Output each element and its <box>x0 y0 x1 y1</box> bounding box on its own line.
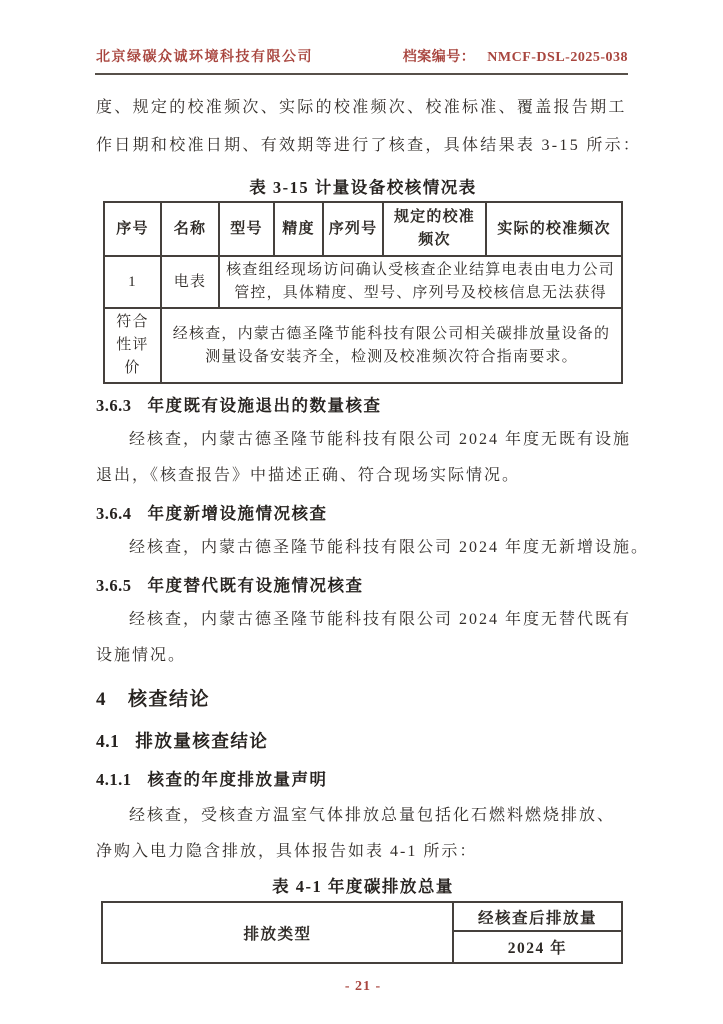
column-header-model: 型号 <box>219 202 274 256</box>
table-3-15 <box>103 201 623 384</box>
section-4-1-1-body <box>96 798 630 870</box>
header-divider-line <box>95 73 628 75</box>
verified-emission-header-cell: 经核查后排放量 <box>453 902 622 931</box>
header-company-name: 北京绿碳众诚环境科技有限公司 <box>96 50 313 65</box>
table-3-15-header-row <box>104 202 622 256</box>
section-number: 3.6.5 <box>96 576 132 595</box>
section-heading-4-1 <box>96 728 630 754</box>
device-seq-cell: 1 <box>104 256 161 308</box>
intro-paragraph <box>96 89 642 165</box>
section-title: 年度新增设施情况核查 <box>147 504 328 523</box>
archive-number-block <box>403 48 628 68</box>
conformity-label-cell: 符合性评价 <box>104 308 161 383</box>
section-number: 4.1 <box>96 731 120 751</box>
body-line: 经核查，内蒙古德圣隆节能科技有限公司 2024 年度无替代既有 <box>129 611 632 628</box>
section-heading-3-6-4 <box>96 502 630 526</box>
section-heading-4 <box>96 686 630 714</box>
archive-number-label: 档案编号： <box>402 50 476 65</box>
section-heading-3-6-3 <box>96 394 630 418</box>
column-header-precision: 精度 <box>274 202 323 256</box>
archive-number-value: NMCF-DSL-2025-038 <box>487 50 628 65</box>
emission-type-header-cell: 排放类型 <box>102 902 453 963</box>
table-4-1-title: 表 4-1 年度碳排放总量 <box>272 877 454 896</box>
column-header-serial: 序列号 <box>323 202 383 256</box>
column-header-actual-frequency: 实际的校准频次 <box>486 202 622 256</box>
body-line: 净购入电力隐含排放，具体报告如表 4-1 所示： <box>96 843 478 860</box>
device-name-cell: 电表 <box>161 256 219 308</box>
section-number: 3.6.4 <box>96 504 132 523</box>
body-line: 经核查，受核查方温室气体排放总量包括化石燃料燃烧排放、 <box>129 807 616 824</box>
section-3-6-5-body <box>96 602 630 674</box>
section-title: 排放量核查结论 <box>135 731 269 751</box>
body-line: 经核查，内蒙古德圣隆节能科技有限公司 2024 年度无新增设施。 <box>129 539 650 556</box>
body-line: 退出，《核查报告》中描述正确、符合现场实际情况。 <box>96 467 521 484</box>
section-heading-3-6-5 <box>96 574 630 598</box>
conformity-note-cell: 经核查，内蒙古德圣隆节能科技有限公司相关碳排放量设备的测量设备安装齐全，检测及校准频次符合指南要求。 <box>161 308 622 383</box>
page-content <box>96 89 650 996</box>
body-line: 经核查，内蒙古德圣隆节能科技有限公司 2024 年度无既有设施 <box>129 431 632 448</box>
body-line: 设施情况。 <box>96 647 187 664</box>
page-number: - 21 - <box>344 979 382 994</box>
section-number: 3.6.3 <box>96 396 132 415</box>
section-number: 4 <box>96 689 106 710</box>
table-4-1-row-top <box>102 902 622 931</box>
intro-line-2: 作日期和校准日期、有效期等进行了核查，具体结果表 3-15 所示： <box>96 137 642 154</box>
section-number: 4.1.1 <box>96 770 132 789</box>
section-title: 核查的年度排放量声明 <box>147 770 328 789</box>
intro-line-1: 度、规定的校准频次、实际的校准频次、校准标准、覆盖报告期工 <box>96 99 627 116</box>
page-header <box>96 48 628 68</box>
section-title: 核查结论 <box>128 689 211 710</box>
section-3-6-4-body <box>96 530 650 566</box>
table-row-device <box>104 256 622 308</box>
year-cell: 2024 年 <box>453 931 622 963</box>
table-4-1 <box>101 901 623 964</box>
table-row-conformity <box>104 308 622 383</box>
section-3-6-3-body <box>96 422 630 494</box>
table-3-15-title: 表 3-15 计量设备校核情况表 <box>249 178 477 197</box>
column-header-name: 名称 <box>161 202 219 256</box>
section-title: 年度替代既有设施情况核查 <box>147 576 364 595</box>
section-title: 年度既有设施退出的数量核查 <box>147 396 382 415</box>
section-heading-4-1-1 <box>96 768 630 792</box>
device-note-cell: 核查组经现场访问确认受核查企业结算电表由电力公司管控，具体精度、型号、序列号及校核信息无法获得 <box>219 256 622 308</box>
column-header-seq: 序号 <box>104 202 161 256</box>
column-header-required-frequency: 规定的校准频次 <box>383 202 486 256</box>
